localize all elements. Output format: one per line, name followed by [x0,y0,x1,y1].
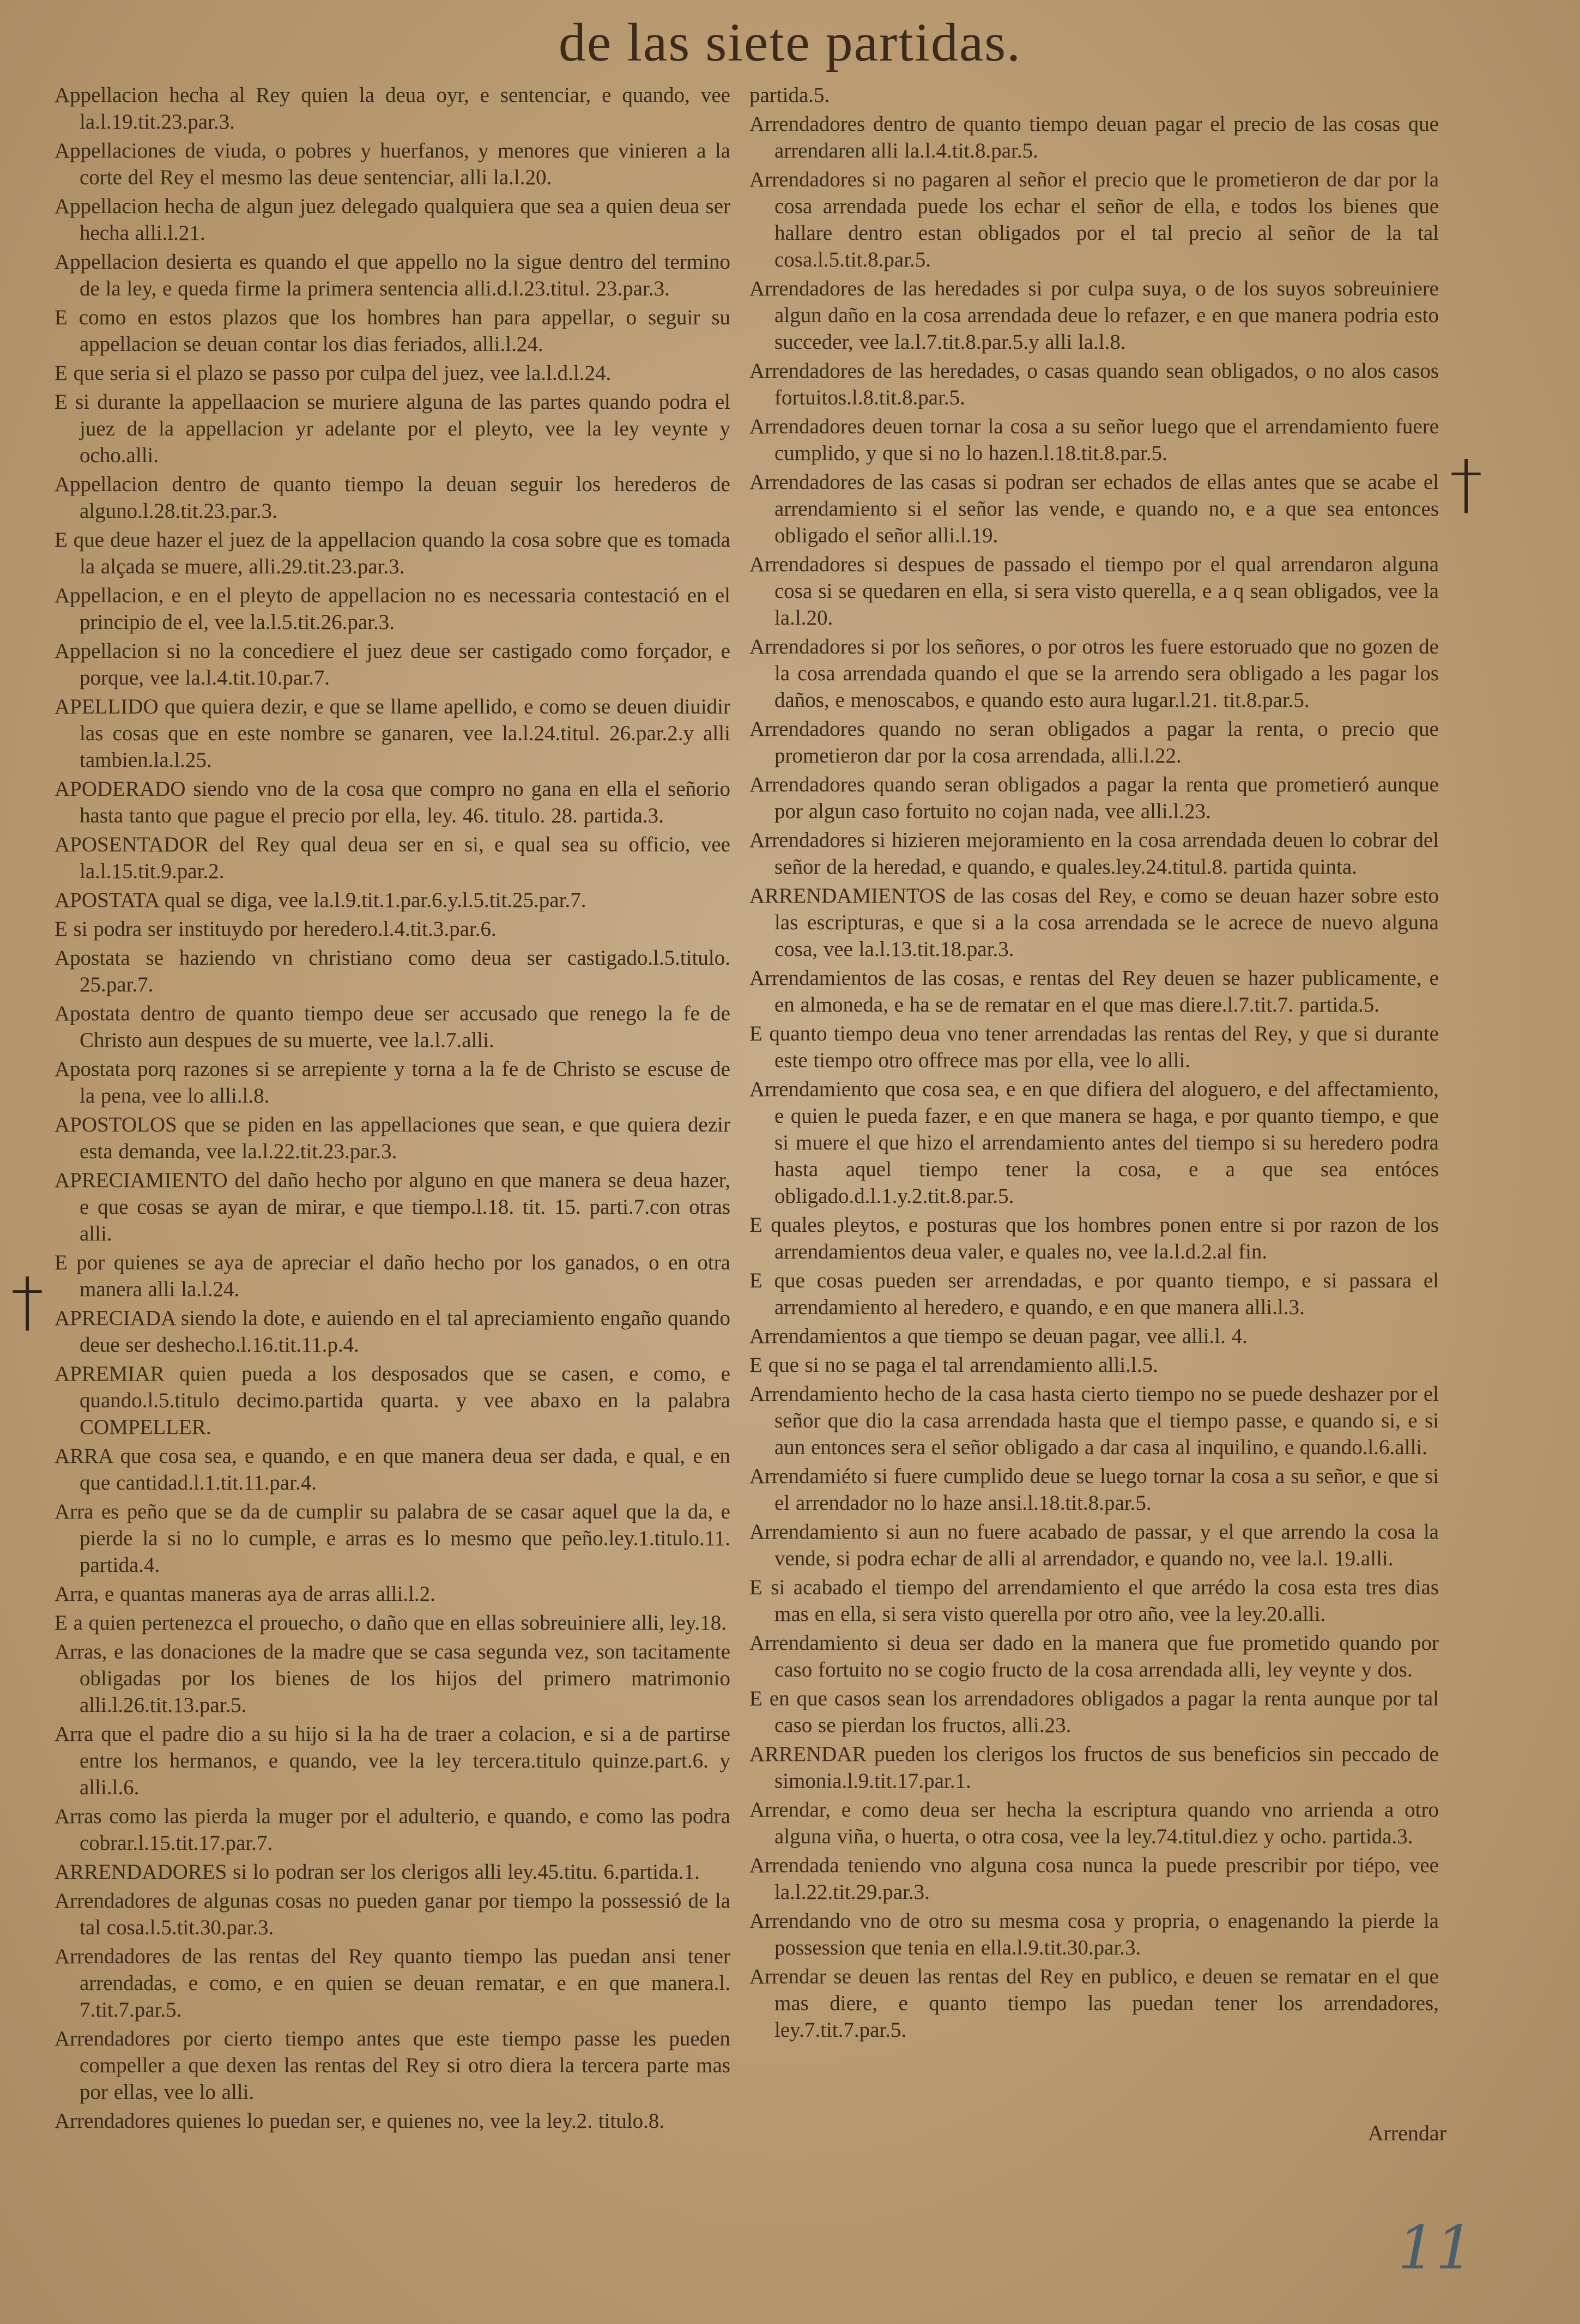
index-entry: Apostata dentro de quanto tiempo deue ser accusado que renego la fe de Christo aun despues de su muerte, vee la.l.7.alli. [55,1002,730,1052]
index-entry: Arrendar, e como deua ser hecha la escriptura quando vno arrienda a otro alguna viña, o huerta, o otra cosa, vee la ley.74.titul.diez y ocho. partida.3. [749,1798,1439,1848]
index-entry: partida.5. [749,83,830,107]
index-entry: Arrendadores dentro de quanto tiempo deuan pagar el precio de las cosas que arrendaren alli la.l.4.tit.8.par.5. [749,112,1439,162]
index-entry: Arras como las pierda la muger por el adulterio, e quando, e como las podra cobrar.l.15.tit.17.par.7. [55,1805,730,1855]
index-entry: E quales pleytos, e posturas que los hombres ponen entre si por razon de los arrendamientos deua valer, e quales no, vee la.l.d.2.al fin. [749,1213,1439,1263]
index-entry: Apostata se haziendo vn christiano como deua ser castigado.l.5.titulo. 25.par.7. [55,946,730,996]
index-entry: Arra es peño que se da de cumplir su palabra de se casar aquel que la da, e pierde la si no lo cumple, e arras es lo mesmo que peño.ley.1.titulo.11. partida.4. [55,1500,730,1577]
index-entry: E si podra ser instituydo por heredero.l.4.tit.3.par.6. [55,917,497,941]
index-entry: Appellacion dentro de quanto tiempo la deuan seguir los herederos de alguno.l.28.tit.23.par.3. [55,473,730,523]
index-entry: Arras, e las donaciones de la madre que se casa segunda vez, son tacitamente obligadas por los bienes de los hijos del primero matrimonio alli.l.26.tit.13.par.5. [55,1640,730,1717]
index-entry: Arrendadores de las rentas del Rey quanto tiempo las puedan ansi tener arrendadas, e como, e en quien se deuan rematar, e en que manera.l. 7.tit.7.par.5. [55,1945,730,2022]
index-entry: E como en estos plazos que los hombres han para appellar, o seguir su appellacion se deuan contar los dias feriados, alli.l.24. [55,306,730,356]
index-entry: Arrendamiento que cosa sea, e en que difiera del aloguero, e del affectamiento, e quien le pueda fazer, e en que manera se haga, e por quanto tiempo, e que si muere el que hizo el arrendamiento antes del tiempo si su heredero podra hasta aquel tiempo tener la cosa, e a que sea entóces obligado.d.l.1.y.2.tit.8.par.5. [749,1078,1439,1208]
page-title: de las siete partidas. [558,12,1022,72]
index-entry: Arrendamientos de las cosas, e rentas del Rey deuen se hazer publicamente, e en almoneda, e ha se de rematar en el que mas diere.l.7.tit.7. partida.5. [749,966,1439,1016]
left-column [55,82,730,2164]
margin-cross-mark: † [11,1264,44,1340]
index-entry: Arrendamiéto si fuere cumplido deue se luego tornar la cosa a su señor, e que si el arrendador no lo haze ansi.l.18.tit.8.par.5. [749,1464,1439,1515]
index-entry: E a quien pertenezca el prouecho, o daño que en ellas sobreuiniere alli, ley.18. [55,1611,727,1635]
index-entry: Arra que el padre dio a su hijo si la ha de traer a colacion, e si a de partirse entre los hermanos, e quando, vee la ley tercera.titulo quinze.part.6. y alli.l.6. [55,1722,730,1799]
index-entry: APOSTOLOS que se piden en las appellaciones que sean, e que quiera dezir esta demanda, vee la.l.22.tit.23.par.3. [55,1113,730,1163]
index-entry: ARRA que cosa sea, e quando, e en que manera deua ser dada, e qual, e en que cantidad.l.1.tit.11.par.4. [55,1444,730,1494]
index-entry: Arrendadores si hizieren mejoramiento en la cosa arrendada deuen lo cobrar del señor de la heredad, e quando, e quales.ley.24.titul.8. partida quinta. [749,828,1439,879]
index-entry: Arrendada teniendo vno alguna cosa nunca la puede prescribir por tiépo, vee la.l.22.tit.29.par.3. [749,1854,1439,1904]
index-entry: E si durante la appellaacion se muriere alguna de las partes quando podra el juez de la appellacion yr adelante por el pleyto, vee la ley veynte y ocho.alli. [55,390,730,467]
index-entry: Arrendadores deuen tornar la cosa a su señor luego que el arrendamiento fuere cumplido, y que si no lo hazen.l.18.tit.8.par.5. [749,415,1439,465]
margin-cross-mark: † [1450,447,1482,523]
index-entry: APREMIAR quien pueda a los desposados que se casen, e como, e quando.l.5.titulo decimo.partida quarta. y vee abaxo en la palabra COMPELLER. [55,1362,730,1439]
index-entry: ARRENDADORES si lo podran ser los clerigos alli ley.45.titu. 6.partida.1. [55,1860,700,1884]
index-entry: APODERADO siendo vno de la cosa que compro no gana en ella el señorio hasta tanto que pague el precio por ella, ley. 46. titulo. 28. partida.3. [55,777,730,827]
right-column [749,82,1439,2164]
index-entry: E que si no se paga el tal arrendamiento alli.l.5. [749,1353,1158,1377]
index-entry: E que cosas pueden ser arrendadas, e por quanto tiempo, e si passara el arrendamiento al heredero, e quando, e en que manera alli.l.3. [749,1269,1439,1319]
index-entry: Appellacion, e en el pleyto de appellacion no es necessaria contestació en el principio de el, vee la.l.5.tit.26.par.3. [55,584,730,634]
index-entry: Arrendamiento hecho de la casa hasta cierto tiempo no se puede deshazer por el señor que dio la casa arrendada hasta que el tiempo passe, e quando si, e si aun entonces sera el señor obligado a dar casa al inquilino, e quando.l.6.alli. [749,1382,1439,1459]
index-entry: Arrendadores por cierto tiempo antes que este tiempo passe les pueden compeller a que dexen las rentas del Rey si otro diera la tercera parte mas por ellas, vee lo alli. [55,2027,730,2104]
index-entry: E quanto tiempo deua vno tener arrendadas las rentas del Rey, y que si durante este tiempo otro offrece mas por ella, vee lo alli. [749,1022,1439,1072]
index-entry: Arrendadores si por los señores, o por otros les fuere estoruado que no gozen de la cosa arrendada quando el que se la arrendo sera obligado a les pagar los daños, e menoscabos, e quando esto aura lugar.l.21. tit.8.par.5. [749,635,1439,712]
index-entry: Arrendadores quando no seran obligados a pagar la renta, o precio que prometieron dar por la cosa arrendada, alli.l.22. [749,717,1439,767]
index-entry: Arrendando vno de otro su mesma cosa y propria, o enagenando la pierde la possession que tenia en ella.l.9.tit.30.par.3. [749,1909,1439,1959]
index-entry: Arrendadores si despues de passado el tiempo por el qual arrendaron alguna cosa si se quedaren en ella, si sera visto querella, e a q sean obligados, vee la la.l.20. [749,553,1439,630]
index-entry: Arrendadores de las heredades, o casas quando sean obligados, o no alos casos fortuitos.l.8.tit.8.par.5. [749,359,1439,409]
catchword: Arrendar [1367,2121,1446,2145]
index-entry: E que deue hazer el juez de la appellacion quando la cosa sobre que es tomada la alçada se muere, alli.29.tit.23.par.3. [55,528,730,578]
index-entry: E en que casos sean los arrendadores obligados a pagar la renta aunque por tal caso se pierdan los fructos, alli.23. [749,1687,1439,1737]
index-entry: Arra, e quantas maneras aya de arras alli.l.2. [55,1582,435,1606]
index-entry: E que seria si el plazo se passo por culpa del juez, vee la.l.d.l.24. [55,361,612,385]
index-entry: APOSTATA qual se diga, vee la.l.9.tit.1.par.6.y.l.5.tit.25.par.7. [55,888,586,912]
index-entry: Appellacion si no la concediere el juez deue ser castigado como forçador, e porque, vee la.l.4.tit.10.par.7. [55,639,730,689]
index-entry: Arrendamiento si deua ser dado en la manera que fue prometido quando por caso fortuito no se cogio fructo de la cosa arrendada alli, ley veynte y dos. [749,1631,1439,1681]
index-entry: Arrendar se deuen las rentas del Rey en publico, e deuen se rematar en el que mas diere, e quanto tiempo las puedan tener los arrendadores, ley.7.tit.7.par.5. [749,1965,1439,2042]
index-entry: Appellaciones de viuda, o pobres y huerfanos, y menores que vinieren a la corte del Rey el mesmo las deue sentenciar, alli la.l.20. [55,139,730,189]
index-entry: APRECIAMIENTO del daño hecho por alguno en que manera se deua hazer, e que cosas se ayan de mirar, e que tiempo.l.18. tit. 15. parti.7.con otras alli. [55,1169,730,1245]
index-entry: APELLIDO que quiera dezir, e que se llame apellido, e como se deuen diuidir las cosas que en este nombre se ganaren, vee la.l.24.titul. 26.par.2.y alli tambien.la.l.25. [55,695,730,772]
index-entry: Appellacion hecha al Rey quien la deua oyr, e sentenciar, e quando, vee la.l.19.tit.23.par.3. [55,83,730,134]
index-entry: Arrendadores quienes lo puedan ser, e quienes no, vee la ley.2. titulo.8. [55,2109,665,2133]
folio-number: 11 [1397,2213,1474,2283]
index-entry: Arrendamientos a que tiempo se deuan pagar, vee alli.l. 4. [749,1324,1248,1348]
index-entry: APRECIADA siendo la dote, e auiendo en el tal apreciamiento engaño quando deue ser deshecho.l.16.tit.11.p.4. [55,1306,730,1357]
index-entry: Arrendadores de las casas si podran ser echados de ellas antes que se acabe el arrendamiento si el señor las vende, e quando no, e a que sea entonces obligado el señor alli.l.19. [749,470,1439,547]
index-entry: E por quienes se aya de apreciar el daño hecho por los ganados, o en otra manera alli la.l.24. [55,1251,730,1301]
index-entry: Arrendamiento si aun no fuere acabado de passar, y el que arrendo la cosa la vende, si podra echar de alli al arrendador, e quando no, vee la.l. 19.alli. [749,1520,1439,1570]
index-entry: Appellacion desierta es quando el que appello no la sigue dentro del termino de la ley, e queda firme la primera sentencia alli.d.l.23.titul. 23.par.3. [55,250,730,300]
index-entry: ARRENDAMIENTOS de las cosas del Rey, e como se deuan hazer sobre esto las escripturas, e que si a la cosa arrendada se le acrece de nuevo alguna cosa, vee la.l.13.tit.18.par.3. [749,884,1439,961]
index-entry: ARRENDAR pueden los clerigos los fructos de sus beneficios sin peccado de simonia.l.9.tit.17.par.1. [749,1742,1439,1793]
index-entry: Arrendadores de las heredades si por culpa suya, o de los suyos sobreuiniere algun daño en la cosa arrendada deue lo refazer, e en que manera podria esto succeder, vee la.l.7.tit.8.par.5.y alli la.l.8. [749,277,1439,354]
index-entry: Arrendadores si no pagaren al señor el precio que le prometieron de dar por la cosa arrendada puede los echar el señor de ella, e todos los bienes que hallare dentro estan obligados por el tal precio al señor de la tal cosa.l.5.tit.8.par.5. [749,168,1439,271]
index-entry: APOSENTADOR del Rey qual deua ser en si, e qual sea su officio, vee la.l.15.tit.9.par.2. [55,833,730,883]
index-entry: Arrendadores quando seran obligados a pagar la renta que prometieró aunque por algun caso fortuito no cojan nada, vee alli.l.23. [749,773,1439,823]
index-entry: E si acabado el tiempo del arrendamiento el que arrédo la cosa esta tres dias mas en ella, si sera visto querella por otro año, vee la ley.20.alli. [749,1576,1439,1626]
index-entry: Appellacion hecha de algun juez delegado qualquiera que sea a quien deua ser hecha alli.l.21. [55,195,730,245]
index-entry: Arrendadores de algunas cosas no pueden ganar por tiempo la possessió de la tal cosa.l.5.tit.30.par.3. [55,1889,730,1939]
index-entry: Apostata porq razones si se arrepiente y torna a la fe de Christo se escuse de la pena, vee lo alli.l.8. [55,1057,730,1107]
